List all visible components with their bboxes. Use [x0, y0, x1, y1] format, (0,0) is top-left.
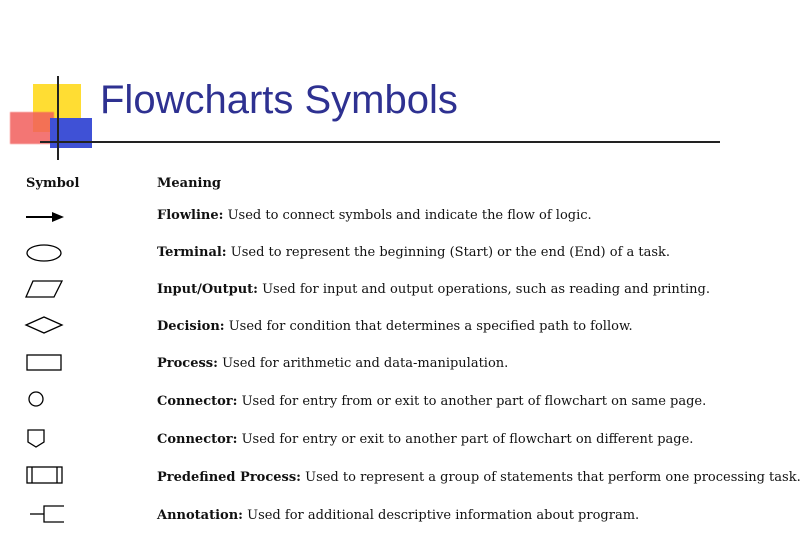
symbol-term: Connector:: [157, 394, 238, 409]
symbol-description: Used for input and output operations, such as reading and printing.: [262, 282, 711, 297]
process-rectangle-icon: [24, 352, 68, 378]
list-item: [0, 352, 720, 382]
symbol-description: Used to represent the beginning (Start) or the end (End) of a task.: [230, 245, 671, 260]
symbol-description: Used for arithmetic and data-manipulation.: [222, 356, 509, 371]
list-item: [0, 315, 720, 345]
symbol-term: Connector:: [157, 432, 238, 447]
offpage-connector-icon: [24, 428, 68, 454]
symbol-term: Flowline:: [157, 208, 224, 223]
input-output-parallelogram-icon: [24, 278, 68, 304]
symbol-term: Decision:: [157, 319, 225, 334]
annotation-bracket-icon: [24, 504, 68, 530]
symbol-description: Used to represent a group of statements that perform one processing task.: [305, 470, 801, 485]
decor-vertical-line: [57, 76, 59, 160]
list-item: [0, 504, 720, 534]
title-underline: [40, 141, 720, 143]
symbol-term: Predefined Process:: [157, 470, 301, 485]
list-item: [0, 428, 720, 458]
column-header-symbol: Symbol: [26, 176, 80, 191]
symbol-description: Used for additional descriptive information about program.: [247, 508, 640, 523]
column-header-meaning: Meaning: [157, 176, 222, 191]
list-item: [0, 204, 720, 234]
list-item: [0, 278, 720, 308]
decision-diamond-icon: [24, 315, 68, 341]
list-item: [0, 466, 801, 496]
symbol-term: Process:: [157, 356, 218, 371]
symbol-description: Used to connect symbols and indicate the flow of logic.: [227, 208, 592, 223]
flowline-arrow-icon: [24, 204, 68, 230]
terminal-oval-icon: [24, 241, 68, 267]
list-item: [0, 241, 720, 271]
symbol-term: Annotation:: [157, 508, 243, 523]
symbol-description: Used for entry or exit to another part of flowchart on different page.: [241, 432, 694, 447]
symbol-term: Terminal:: [157, 245, 227, 260]
predefined-process-icon: [24, 466, 68, 492]
connector-circle-icon: [24, 390, 68, 416]
symbol-term: Input/Output:: [157, 282, 258, 297]
list-item: [0, 390, 720, 420]
symbol-description: Used for entry from or exit to another part of flowchart on same page.: [241, 394, 707, 409]
slide-title: Flowcharts Symbols: [100, 78, 458, 122]
symbol-description: Used for condition that determines a specified path to follow.: [228, 319, 633, 334]
decor-red-square: [10, 112, 54, 144]
